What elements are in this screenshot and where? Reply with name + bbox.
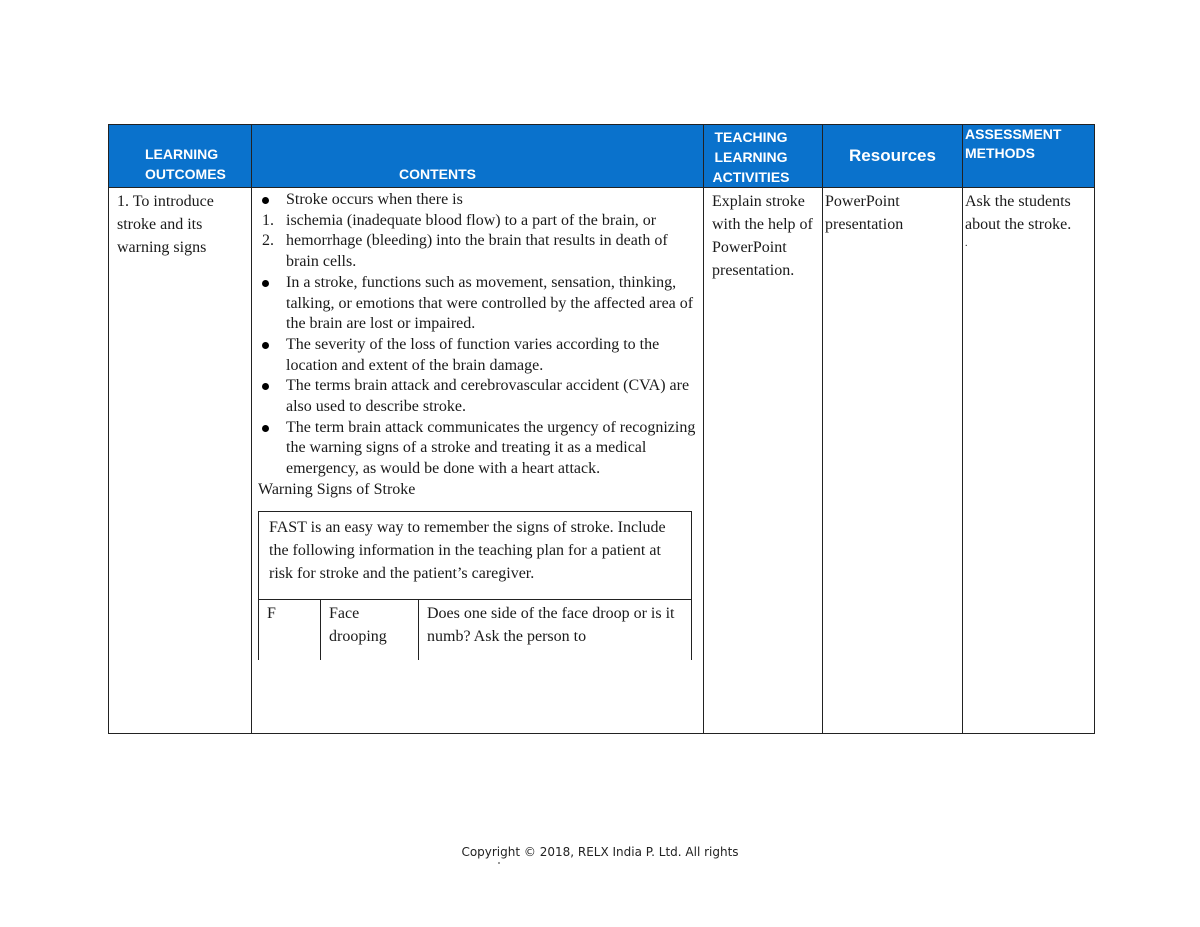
- footer-dot: [498, 862, 500, 864]
- table-row: [259, 600, 691, 660]
- list-item: The severity of the loss of function varies according to the location and extent of the brain damage.: [258, 335, 697, 376]
- warning-signs-heading: Warning Signs of Stroke: [258, 480, 416, 498]
- bullet-icon: [262, 280, 269, 287]
- learning-outcome-text: 1. To introduce stroke and its warning signs: [117, 193, 214, 256]
- contents-cell: [252, 188, 704, 734]
- teaching-activity-cell: [704, 188, 823, 734]
- header-learning-outcomes: LEARNING OUTCOMES: [109, 125, 252, 188]
- assessment-mark: .: [965, 238, 968, 249]
- list-item: 1. ischemia (inadequate blood flow) to a part of the brain, or: [262, 211, 657, 229]
- header-resources: Resources: [823, 125, 963, 188]
- list-item: 2. hemorrhage (bleeding) into the brain that results in death of brain cells.: [262, 232, 668, 271]
- learning-outcome-cell: [109, 188, 252, 734]
- bullet-icon: [262, 425, 269, 432]
- resource-cell: [823, 188, 963, 734]
- bullet-icon: [262, 383, 269, 390]
- list-item: Stroke occurs when there is: [258, 190, 697, 211]
- list-item: The term brain attack communicates the urgency of recognizing the warning signs of a stroke and treating it as a medical emergency, as would be done with a heart attack.: [258, 418, 697, 480]
- content-row: [109, 188, 1095, 734]
- fast-intro-text: FAST is an easy way to remember the signs of stroke. Include the following information in the teaching plan for a patient at risk for stroke and the patient’s caregiver.: [259, 512, 691, 600]
- teaching-activity-text: Explain stroke with the help of PowerPoint presentation.: [712, 193, 813, 279]
- fast-sign: Face drooping: [321, 600, 419, 660]
- list-item: The terms brain attack and cerebrovascular accident (CVA) are also used to describe stroke.: [258, 376, 697, 417]
- fast-description: Does one side of the face droop or is it numb? Ask the person to: [427, 604, 675, 645]
- assessment-text: Ask the students about the stroke.: [965, 193, 1072, 233]
- bullet-icon: [262, 342, 269, 349]
- header-row: [109, 125, 1095, 188]
- lesson-plan-table: [108, 124, 1095, 734]
- list-item: In a stroke, functions such as movement, sensation, thinking, talking, or emotions that were controlled by the affected area of the brain are lost or impaired.: [258, 273, 697, 335]
- header-assessment: ASSESSMENT METHODS: [963, 125, 1095, 188]
- bullet-icon: [262, 197, 269, 204]
- fast-letter: F: [259, 600, 321, 660]
- header-contents: CONTENTS: [252, 125, 704, 188]
- assessment-cell: [963, 188, 1095, 734]
- resource-text: PowerPoint presentation: [825, 193, 904, 233]
- header-teaching-activities: TEACHING LEARNING ACTIVITIES: [704, 125, 823, 188]
- fast-box: [258, 511, 692, 660]
- copyright-footer: Copyright © 2018, RELX India P. Ltd. All rights: [461, 845, 739, 859]
